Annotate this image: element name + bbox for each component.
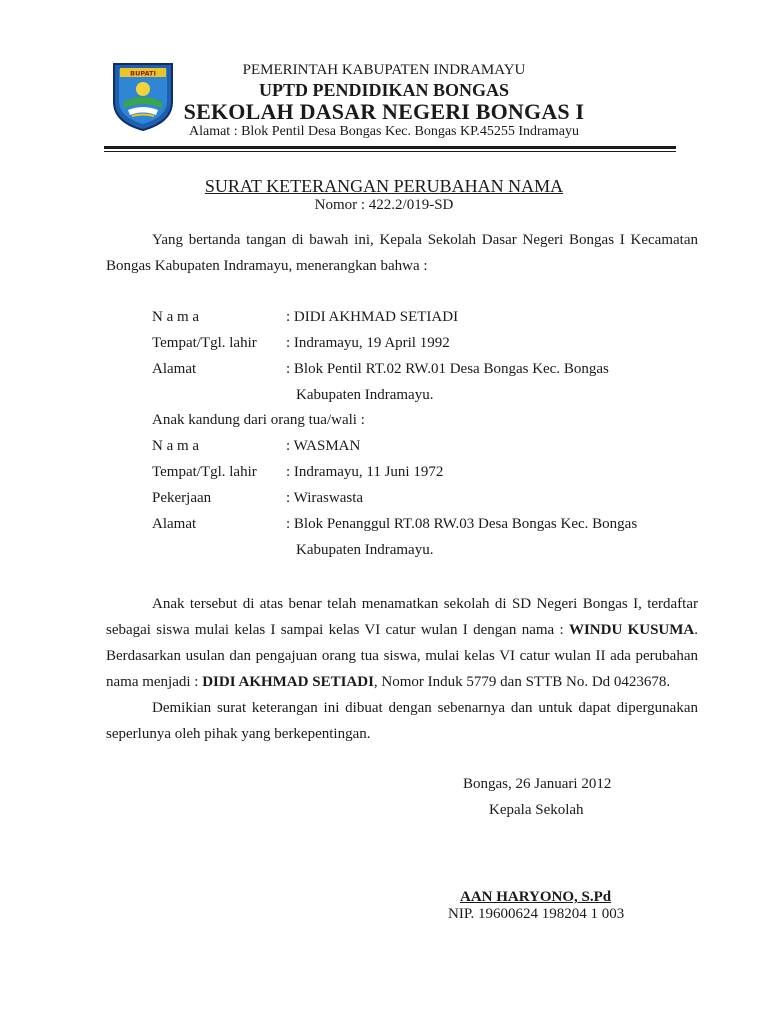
body-paragraph-2 bbox=[106, 695, 698, 747]
signature-position: Kepala Sekolah bbox=[489, 802, 584, 818]
student-name-label: N a m a bbox=[152, 309, 200, 325]
logo-banner-text: BUPATI bbox=[130, 69, 156, 78]
header-government: PEMERINTAH KABUPATEN INDRAMAYU bbox=[242, 62, 526, 78]
header-address: Alamat : Blok Pentil Desa Bongas Kec. Bongas KP.45255 Indramayu bbox=[188, 124, 579, 139]
parent-birth-label: Tempat/Tgl. lahir bbox=[152, 464, 257, 480]
student-address-label: Alamat bbox=[152, 361, 197, 377]
parent-name-value: : WASMAN bbox=[286, 438, 361, 454]
header-divider-thin bbox=[104, 151, 676, 152]
parent-address-label: Alamat bbox=[152, 516, 197, 532]
intro-paragraph bbox=[106, 227, 698, 279]
letter-title: SURAT KETERANGAN PERUBAHAN NAMA bbox=[204, 176, 564, 196]
body-text-1b: . Berdasarkan usulan dan pengajuan orang tua siswa, mulai kelas VI catur wulan II ada perubahan nama menjadi : bbox=[106, 622, 699, 690]
header-divider-thick bbox=[104, 146, 676, 149]
new-name: DIDI AKHMAD SETIADI bbox=[202, 674, 374, 690]
parent-occupation-label: Pekerjaan bbox=[152, 490, 212, 506]
body-text-2: Demikian surat keterangan ini dibuat dengan sebenarnya dan untuk dapat dipergunakan seperlunya oleh pihak yang berkepentingan. bbox=[106, 700, 698, 742]
signatory-name: AAN HARYONO, S.Pd bbox=[460, 889, 612, 905]
letter-number: Nomor : 422.2/019-SD bbox=[314, 197, 454, 213]
old-name: WINDU KUSUMA bbox=[568, 622, 695, 638]
student-address-value: : Blok Pentil RT.02 RW.01 Desa Bongas Kec. Bongas bbox=[286, 361, 609, 377]
parent-address-value: : Blok Penanggul RT.08 RW.03 Desa Bongas Kec. Bongas bbox=[286, 516, 638, 532]
signatory-nip: NIP. 19600624 198204 1 003 bbox=[448, 906, 625, 922]
header-agency: UPTD PENDIDIKAN BONGAS bbox=[258, 80, 510, 100]
intro-text: Yang bertanda tangan di bawah ini, Kepala Sekolah Dasar Negeri Bongas I Kecamatan Bongas Kabupaten Indramayu, menerangkan bahwa : bbox=[106, 232, 698, 274]
student-birth-label: Tempat/Tgl. lahir bbox=[152, 335, 257, 351]
header-school-name: SEKOLAH DASAR NEGERI BONGAS I bbox=[183, 99, 585, 124]
parent-address-continued: Kabupaten Indramayu. bbox=[296, 542, 434, 558]
parent-birth-value: : Indramayu, 11 Juni 1972 bbox=[286, 464, 444, 480]
body-paragraph-1 bbox=[106, 591, 698, 695]
parent-occupation-value: : Wiraswasta bbox=[286, 490, 364, 506]
signature-place-date: Bongas, 26 Januari 2012 bbox=[463, 776, 612, 792]
student-address-continued: Kabupaten Indramayu. bbox=[296, 387, 434, 403]
parent-intro: Anak kandung dari orang tua/wali : bbox=[152, 412, 365, 428]
student-birth-value: : Indramayu, 19 April 1992 bbox=[286, 335, 450, 351]
body-text-1a: Anak tersebut di atas benar telah menamatkan sekolah di SD Negeri Bongas I, terdaftar sebagai siswa mulai kelas I sampai kelas VI catur wulan I dengan nama : bbox=[106, 596, 698, 638]
body-text-1c: , Nomor Induk 5779 dan STTB No. Dd 0423678. bbox=[373, 674, 671, 690]
student-name-value: : DIDI AKHMAD SETIADI bbox=[286, 309, 459, 325]
parent-name-label: N a m a bbox=[152, 438, 200, 454]
